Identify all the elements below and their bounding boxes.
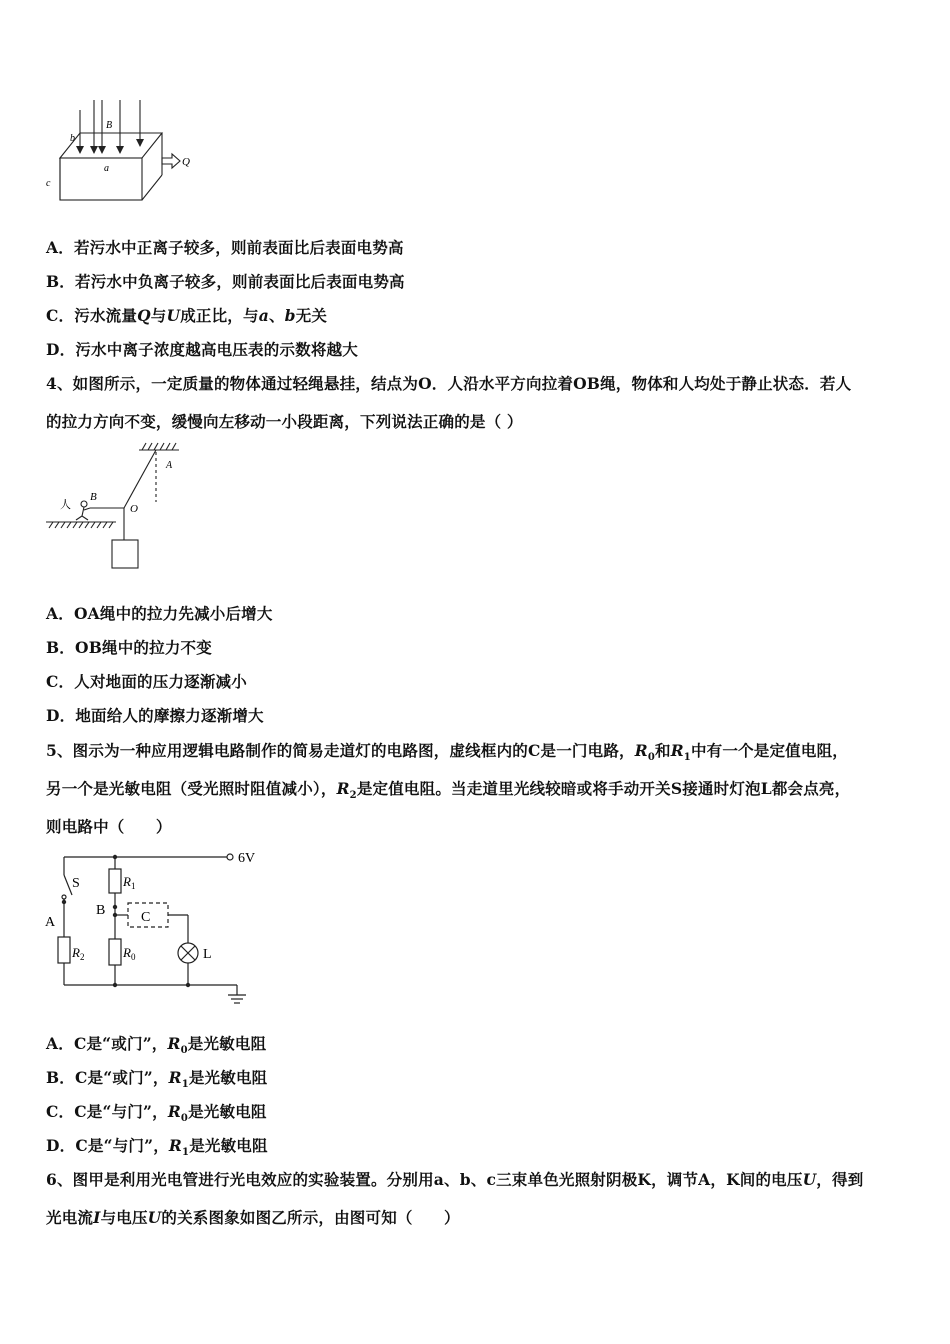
q3-option-a: A．若污水中正离子较多，则前表面比后表面电势高	[46, 238, 404, 257]
fig3-label-R2: $R_2$	[72, 945, 85, 962]
q6-stem-line1: 6、图甲是利用光电管进行光电效应的实验装置。分别用a、b、c三束单色光照射阴极K，调节A，K间的电压U，得到	[46, 1170, 864, 1189]
fig2-label-O: O	[130, 503, 138, 515]
fig1-label-Q: Q	[182, 156, 190, 168]
fig1-label-a: a	[104, 163, 109, 174]
q5-stem-line3: 则电路中（ ）	[46, 817, 172, 836]
q3-option-d: D．污水中离子浓度越高电压表的示数将越大	[46, 340, 358, 359]
q4-stem-line2: 的拉力方向不变，缓慢向左移动一小段距离，下列说法正确的是（ ）	[46, 412, 523, 431]
fig2-label-person: 人	[60, 499, 71, 511]
fig3-label-S: S	[72, 876, 80, 891]
fig3-label-A: A	[45, 915, 56, 930]
fig1-label-c: c	[46, 178, 51, 189]
fig3-label-C: C	[141, 910, 151, 925]
q4-option-c: C．人对地面的压力逐渐减小	[46, 672, 247, 691]
q5-stem-line1: 5、图示为一种应用逻辑电路制作的简易走道灯的电路图，虚线框内的C是一门电路，$R_0$和$R_1$中有一个是定值电阻，	[46, 741, 848, 764]
fig3-label-L: L	[203, 947, 212, 962]
fig2-label-A: A	[166, 460, 173, 471]
q4-option-b: B．OB绳中的拉力不变	[46, 638, 212, 657]
q5-option-c: C．C是“与门”，$R_0$是光敏电阻	[46, 1102, 267, 1125]
fig1-label-b: b	[70, 133, 75, 144]
fig3-label-R0: $R_0$	[123, 945, 136, 962]
q3-option-b: B．若污水中负离子较多，则前表面比后表面电势高	[46, 272, 405, 291]
q6-stem-line2: 光电流I与电压U的关系图象如图乙所示，由图可知（ ）	[46, 1208, 460, 1227]
figure-rope	[44, 440, 194, 575]
q4-option-d: D．地面给人的摩擦力逐渐增大	[46, 706, 264, 725]
q5-stem-line2: 另一个是光敏电阻（受光照时阻值减小），$R_2$是定值电阻。当走道里光线较暗或将手动开关S接通时灯泡L都会点亮，	[46, 779, 851, 802]
fig3-label-6v: 6V	[238, 851, 256, 866]
fig3-label-B: B	[96, 903, 106, 918]
q5-option-a: A．C是“或门”，$R_0$是光敏电阻	[46, 1034, 267, 1057]
fig3-label-R1: $R_1$	[123, 874, 136, 891]
figure-flowmeter	[44, 98, 204, 206]
fig2-label-B: B	[90, 491, 97, 503]
q4-option-a: A．OA绳中的拉力先减小后增大	[46, 604, 273, 623]
q3-option-c: C．污水流量Q与U成正比，与a、b无关	[46, 306, 328, 325]
fig1-label-B: B	[106, 120, 113, 131]
q5-option-b: B．C是“或门”，$R_1$是光敏电阻	[46, 1068, 268, 1091]
q4-stem-line1: 4、如图所示，一定质量的物体通过轻绳悬挂，结点为O．人沿水平方向拉着OB绳，物体和人均处于静止状态．若人	[46, 374, 852, 393]
figure-circuit	[42, 845, 272, 1010]
q5-option-d: D．C是“与门”，$R_1$是光敏电阻	[46, 1136, 268, 1159]
